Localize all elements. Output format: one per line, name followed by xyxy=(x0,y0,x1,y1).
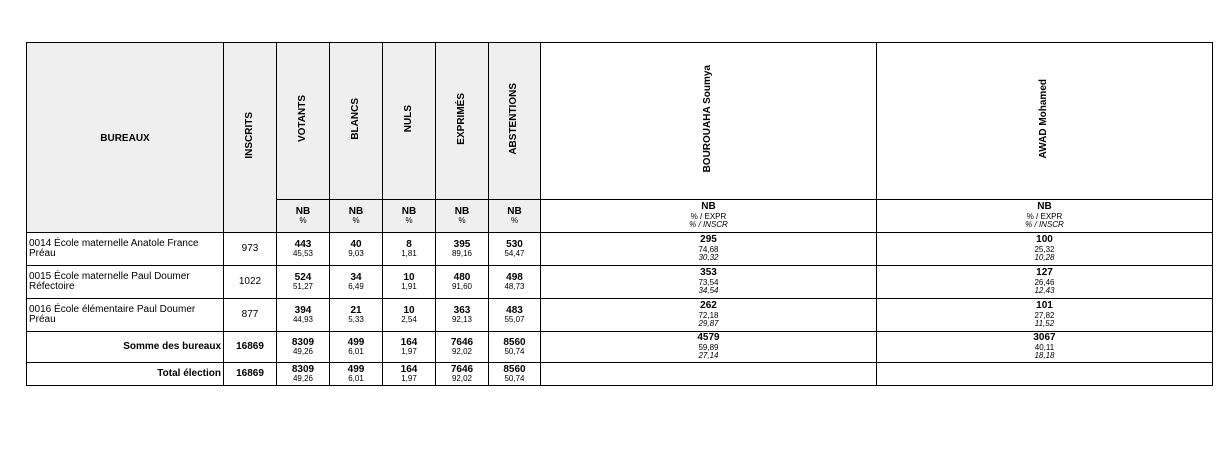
header-row xyxy=(27,43,1213,200)
votants-cell: 8309 49,26 xyxy=(277,332,330,363)
header-candidate-1: BOUROUAHA Soumya xyxy=(541,43,877,200)
abstentions-cell: 8560 50,74 xyxy=(489,332,541,363)
inscrits-cell: 16869 xyxy=(224,332,277,363)
nuls-cell: 10 1,91 xyxy=(383,266,436,299)
nuls-cell: 10 2,54 xyxy=(383,299,436,332)
bureau-name: 0016 École élémentaire Paul Doumer Préau xyxy=(27,299,224,332)
header-abstentions: ABSTENTIONS xyxy=(489,43,541,200)
sub-candidate-2: NB % / EXPR % / INSCR xyxy=(877,200,1213,233)
blancs-cell: 40 9,03 xyxy=(330,233,383,266)
votants-cell: 8309 49,26 xyxy=(277,363,330,386)
total-label: Total élection xyxy=(27,363,224,386)
abstentions-cell: 8560 50,74 xyxy=(489,363,541,386)
sub-blancs: NB % xyxy=(330,200,383,233)
candidate-2-cell xyxy=(877,363,1213,386)
header-votants: VOTANTS xyxy=(277,43,330,200)
header-candidate-2: AWAD Mohamed xyxy=(877,43,1213,200)
candidate-1-cell: 4579 59,89 27,14 xyxy=(541,332,877,363)
votants-cell: 394 44,93 xyxy=(277,299,330,332)
candidate-2-cell: 127 26,46 12,43 xyxy=(877,266,1213,299)
blancs-cell: 499 6,01 xyxy=(330,332,383,363)
blancs-cell: 34 6,49 xyxy=(330,266,383,299)
table-row xyxy=(27,266,1213,299)
sub-exprimes: NB % xyxy=(436,200,489,233)
nuls-cell: 8 1,81 xyxy=(383,233,436,266)
header-inscrits: INSCRITS xyxy=(224,43,277,233)
header-blancs: BLANCS xyxy=(330,43,383,200)
exprimes-cell: 395 89,16 xyxy=(436,233,489,266)
blancs-cell: 499 6,01 xyxy=(330,363,383,386)
inscrits-cell: 877 xyxy=(224,299,277,332)
candidate-1-cell: 262 72,18 29,87 xyxy=(541,299,877,332)
bureau-name: 0015 École maternelle Paul Doumer Réfectoire xyxy=(27,266,224,299)
sub-abstentions: NB % xyxy=(489,200,541,233)
header-bureaux: BUREAUX xyxy=(27,43,224,233)
total-row xyxy=(27,363,1213,386)
table-row xyxy=(27,299,1213,332)
inscrits-cell: 1022 xyxy=(224,266,277,299)
table-row xyxy=(27,233,1213,266)
abstentions-cell: 483 55,07 xyxy=(489,299,541,332)
bureau-name: 0014 École maternelle Anatole France Préau xyxy=(27,233,224,266)
votants-cell: 524 51,27 xyxy=(277,266,330,299)
exprimes-cell: 7646 92,02 xyxy=(436,332,489,363)
header-exprimes: EXPRIMÉS xyxy=(436,43,489,200)
inscrits-cell: 16869 xyxy=(224,363,277,386)
sub-votants: NB % xyxy=(277,200,330,233)
blancs-cell: 21 5,33 xyxy=(330,299,383,332)
sub-candidate-1: NB % / EXPR % / INSCR xyxy=(541,200,877,233)
inscrits-cell: 973 xyxy=(224,233,277,266)
nuls-cell: 164 1,97 xyxy=(383,363,436,386)
candidate-1-cell: 353 73,54 34,54 xyxy=(541,266,877,299)
abstentions-cell: 530 54,47 xyxy=(489,233,541,266)
sum-label: Somme des bureaux xyxy=(27,332,224,363)
candidate-2-cell: 101 27,82 11,52 xyxy=(877,299,1213,332)
nuls-cell: 164 1,97 xyxy=(383,332,436,363)
exprimes-cell: 7646 92,02 xyxy=(436,363,489,386)
votants-cell: 443 45,53 xyxy=(277,233,330,266)
abstentions-cell: 498 48,73 xyxy=(489,266,541,299)
sum-row xyxy=(27,332,1213,363)
candidate-2-cell: 3067 40,11 18,18 xyxy=(877,332,1213,363)
candidate-1-cell xyxy=(541,363,877,386)
exprimes-cell: 363 92,13 xyxy=(436,299,489,332)
candidate-1-cell: 295 74,68 30,32 xyxy=(541,233,877,266)
header-nuls: NULS xyxy=(383,43,436,200)
candidate-2-cell: 100 25,32 10,28 xyxy=(877,233,1213,266)
sub-nuls: NB % xyxy=(383,200,436,233)
exprimes-cell: 480 91,60 xyxy=(436,266,489,299)
results-table xyxy=(26,42,1213,386)
